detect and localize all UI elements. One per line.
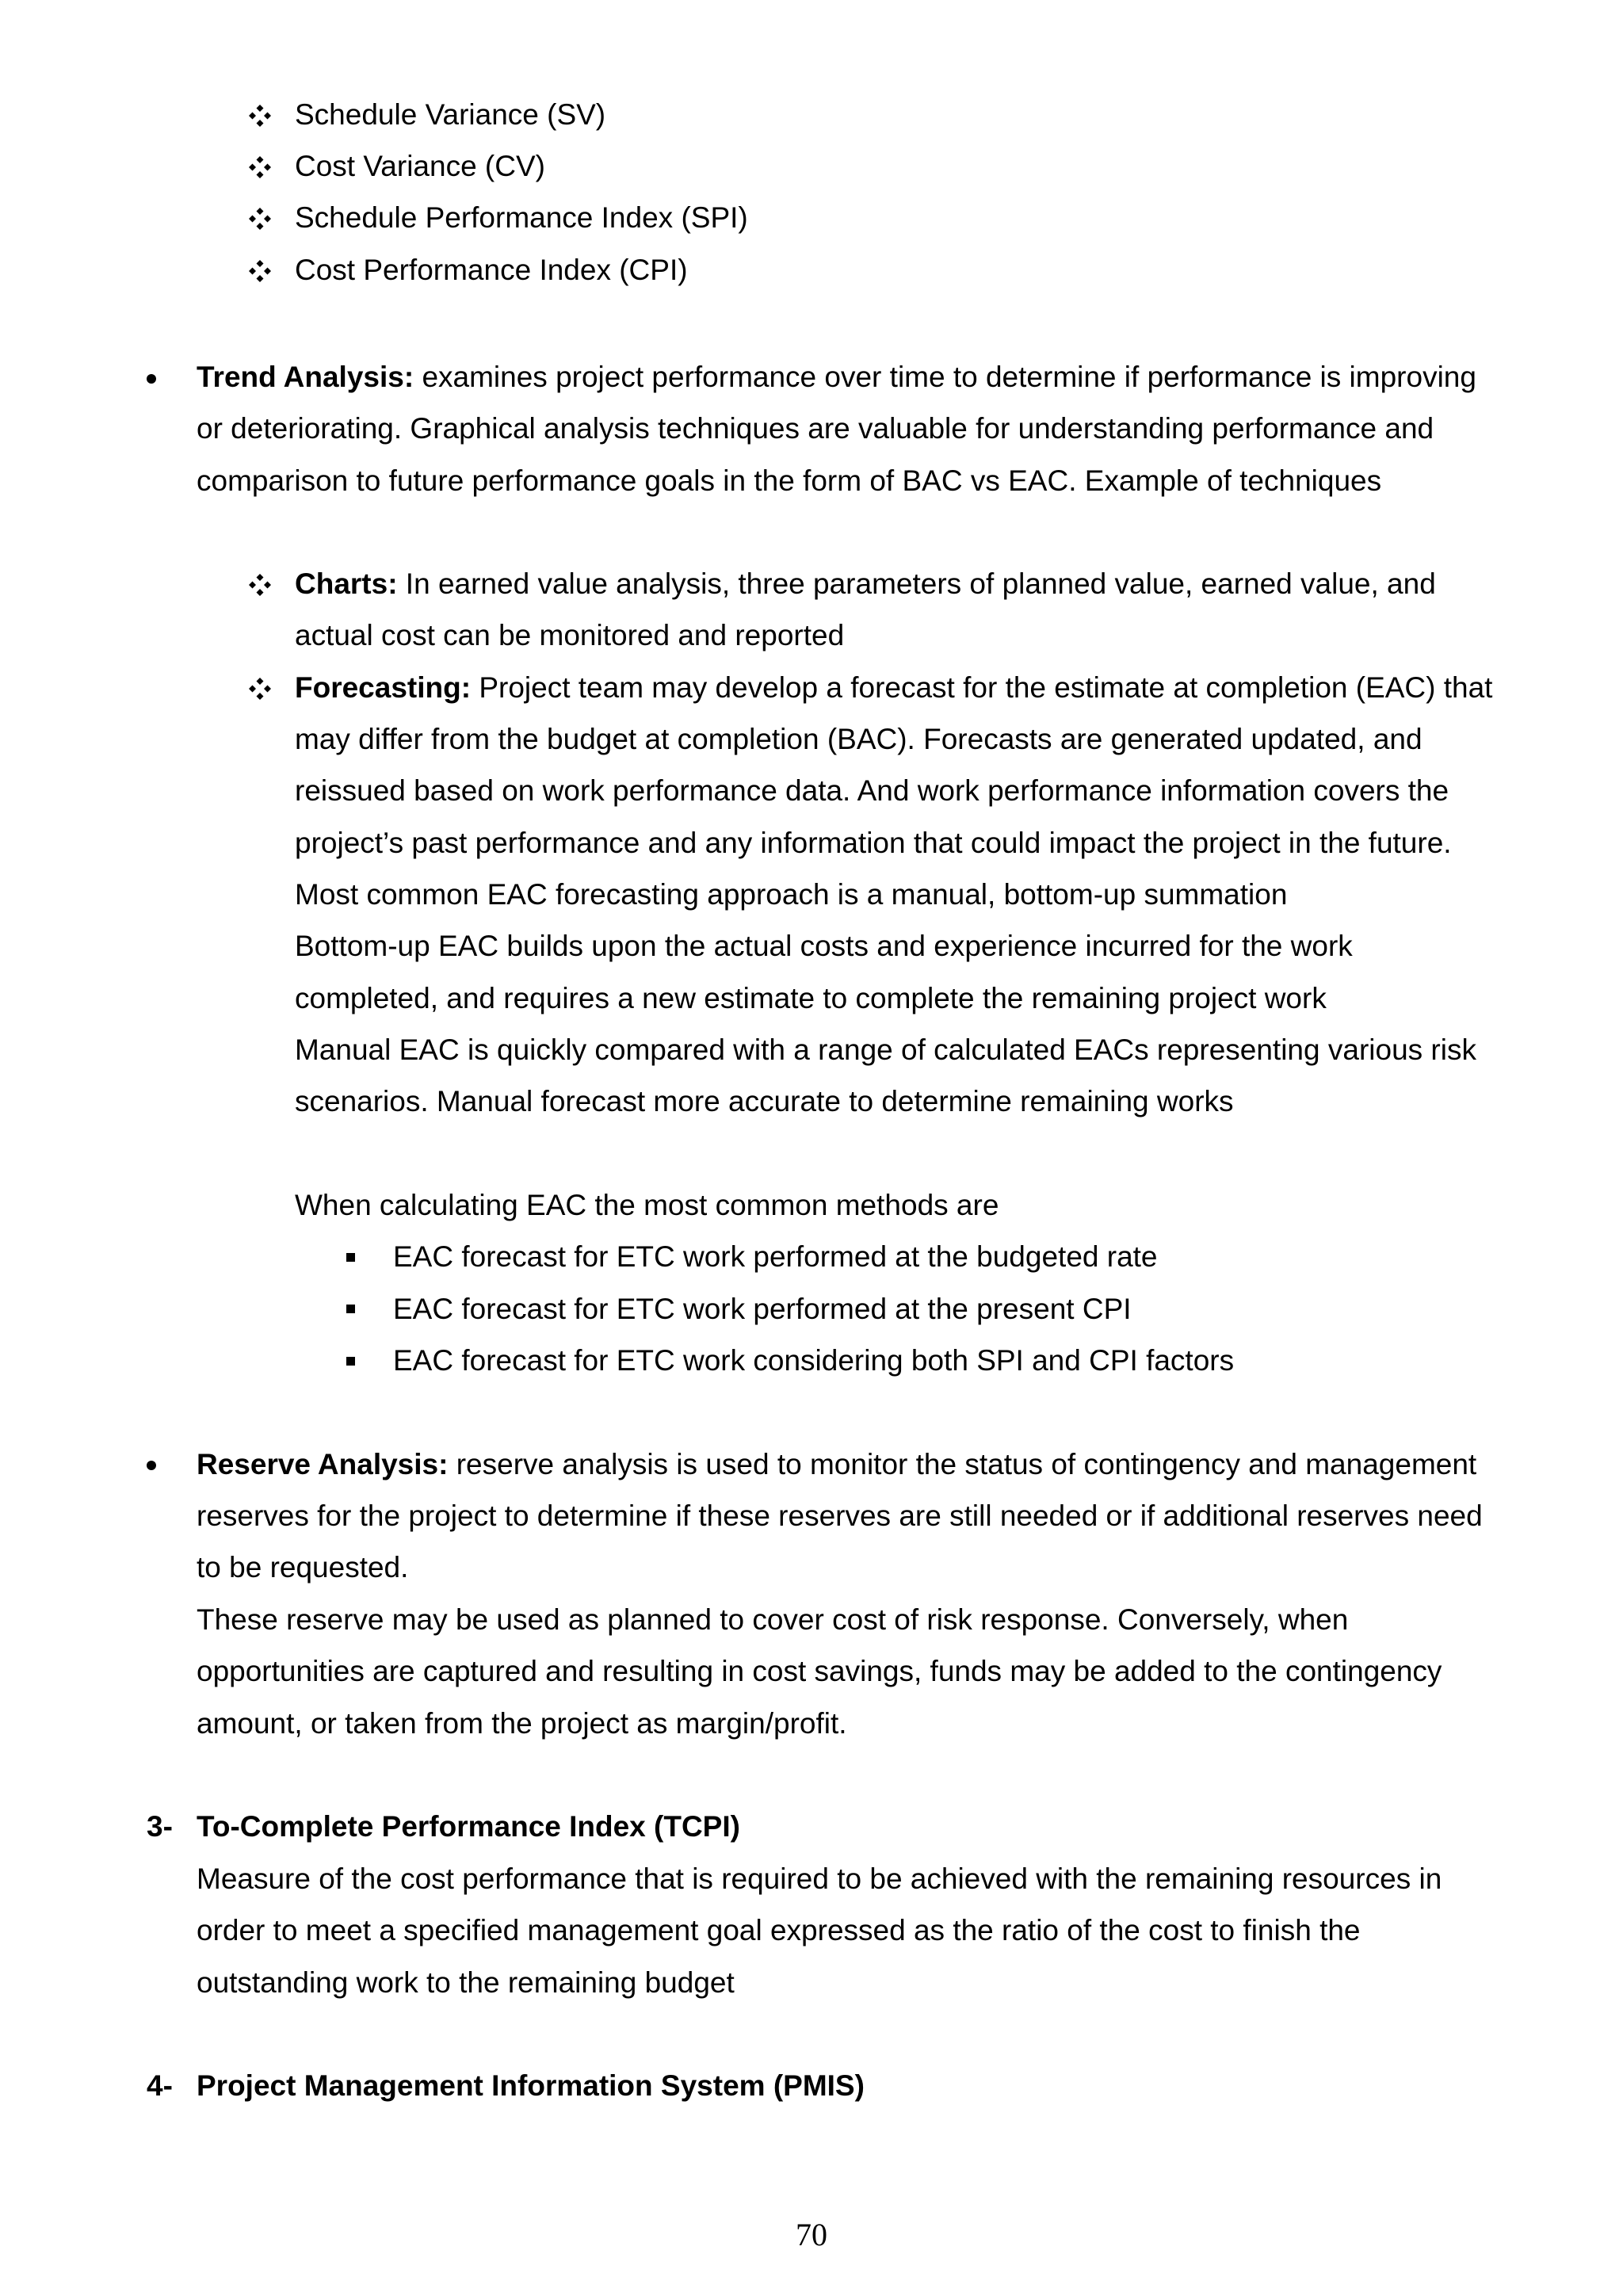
trend-analysis-line: or deteriorating. Graphical analysis techniques are valuable for understanding performance and xyxy=(197,412,1434,445)
methods-intro: When calculating EAC the most common methods are xyxy=(295,1189,999,1221)
diamond-bullet-icon xyxy=(248,207,272,231)
charts-text: In earned value analysis, three parameters of planned value, earned value, and xyxy=(397,567,1436,600)
square-bullet-icon xyxy=(346,1357,355,1366)
method-item: EAC forecast for ETC work performed at the budgeted rate xyxy=(393,1240,1158,1273)
square-bullet-icon xyxy=(346,1253,355,1262)
diamond-bullet-icon xyxy=(248,259,272,283)
page-number: 70 xyxy=(796,2217,827,2252)
forecasting-line: project’s past performance and any information that could impact the project in the future. xyxy=(295,827,1452,859)
reserve-analysis-line: reserves for the project to determine if these reserves are still needed or if additional reserves need xyxy=(197,1499,1483,1532)
bullet-dot-icon xyxy=(147,374,156,384)
reserve-analysis-line: These reserve may be used as planned to cover cost of risk response. Conversely, when xyxy=(197,1603,1349,1636)
square-bullet-icon xyxy=(346,1305,355,1313)
method-item: EAC forecast for ETC work considering both SPI and CPI factors xyxy=(393,1344,1235,1377)
list-item: Schedule Performance Index (SPI) xyxy=(295,201,748,234)
section-title-tcpi: To-Complete Performance Index (TCPI) xyxy=(197,1810,740,1843)
trend-analysis-line xyxy=(197,360,1476,395)
diamond-bullet-icon xyxy=(248,104,272,128)
section-number: 4- xyxy=(147,2069,173,2102)
section-title-pmis: Project Management Information System (PMIS) xyxy=(197,2069,865,2102)
forecasting-line: Most common EAC forecasting approach is a manual, bottom-up summation xyxy=(295,878,1288,911)
tcpi-line: Measure of the cost performance that is required to be achieved with the remaining resources in xyxy=(197,1862,1442,1895)
section-number: 3- xyxy=(147,1810,173,1843)
forecasting-line: reissued based on work performance data. And work performance information covers the xyxy=(295,774,1449,807)
reserve-analysis-line: to be requested. xyxy=(197,1551,409,1584)
charts-heading: Charts: xyxy=(295,567,398,600)
charts-line: actual cost can be monitored and reported xyxy=(295,619,845,651)
diamond-bullet-icon xyxy=(248,677,272,701)
forecasting-text: Project team may develop a forecast for the estimate at completion (EAC) that xyxy=(471,671,1493,704)
reserve-analysis-heading: Reserve Analysis: xyxy=(197,1448,449,1480)
reserve-analysis-line: opportunities are captured and resulting in cost savings, funds may be added to the contingency xyxy=(197,1655,1442,1687)
forecasting-heading: Forecasting: xyxy=(295,671,472,704)
forecasting-line xyxy=(295,670,1492,705)
diamond-bullet-icon xyxy=(248,155,272,179)
trend-analysis-text: examines project performance over time to determine if performance is improving xyxy=(414,361,1476,393)
forecasting-line: Bottom-up EAC builds upon the actual costs and experience incurred for the work xyxy=(295,930,1353,962)
charts-line xyxy=(295,567,1436,602)
reserve-analysis-text: reserve analysis is used to monitor the status of contingency and management xyxy=(448,1448,1477,1480)
list-item: Cost Performance Index (CPI) xyxy=(295,254,688,286)
list-item: Cost Variance (CV) xyxy=(295,150,545,182)
trend-analysis-heading: Trend Analysis: xyxy=(197,361,414,393)
diamond-bullet-icon xyxy=(248,573,272,597)
forecasting-line: may differ from the budget at completion (BAC). Forecasts are generated updated, and xyxy=(295,723,1423,755)
forecasting-line: scenarios. Manual forecast more accurate to determine remaining works xyxy=(295,1085,1234,1117)
bullet-dot-icon xyxy=(147,1461,156,1470)
method-item: EAC forecast for ETC work performed at the present CPI xyxy=(393,1293,1132,1325)
forecasting-line: completed, and requires a new estimate to complete the remaining project work xyxy=(295,982,1327,1014)
reserve-analysis-line xyxy=(197,1447,1476,1482)
reserve-analysis-line: amount, or taken from the project as margin/profit. xyxy=(197,1707,847,1740)
forecasting-line: Manual EAC is quickly compared with a range of calculated EACs representing various risk xyxy=(295,1033,1476,1066)
tcpi-line: outstanding work to the remaining budget xyxy=(197,1966,735,1999)
list-item: Schedule Variance (SV) xyxy=(295,98,606,131)
tcpi-line: order to meet a specified management goal expressed as the ratio of the cost to finish the xyxy=(197,1914,1361,1946)
trend-analysis-line: comparison to future performance goals in the form of BAC vs EAC. Example of techniques xyxy=(197,464,1382,497)
